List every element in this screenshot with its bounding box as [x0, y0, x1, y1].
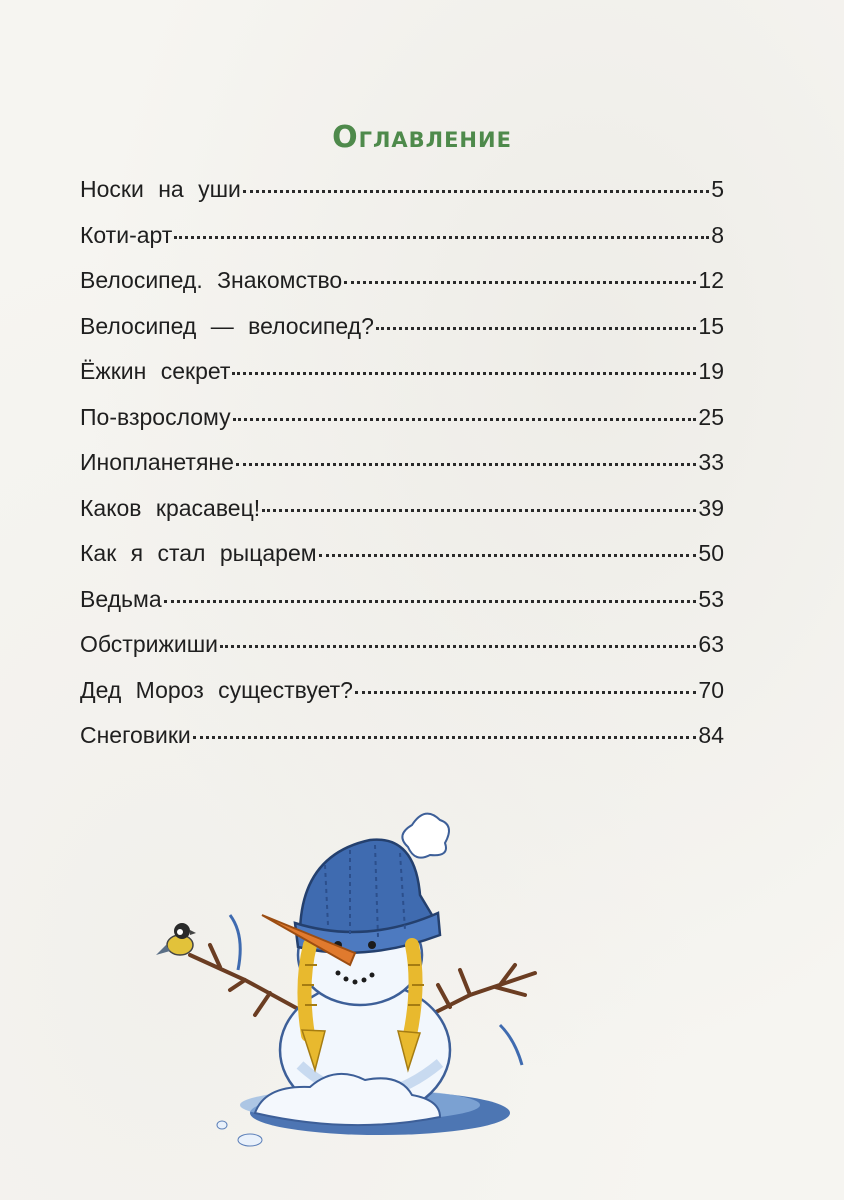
toc-entry[interactable] [80, 677, 724, 723]
toc-page-number: 19 [698, 358, 724, 384]
toc-entry-title: Коти-арт [80, 221, 173, 248]
left-braid [304, 945, 310, 1035]
right-arm-branch [420, 965, 535, 1020]
dot-leader [164, 600, 697, 603]
left-arm-branch [190, 945, 300, 1015]
toc-entry[interactable] [80, 586, 724, 632]
toc-entry[interactable] [80, 313, 724, 359]
toc-page-number: 33 [698, 449, 724, 475]
toc-page-number: 15 [698, 312, 724, 339]
toc-entry-title: Велосипед. Знакомство [80, 267, 343, 293]
right-braid [410, 945, 416, 1035]
toc-page-number: 84 [698, 722, 724, 748]
toc-page-number: 25 [698, 403, 724, 430]
toc-entry[interactable] [80, 495, 724, 541]
toc-page-number: 12 [698, 267, 724, 293]
page-title: Оглавление [332, 120, 512, 156]
toc-page-number: 70 [698, 676, 724, 703]
snowball-small [238, 1134, 262, 1146]
dot-leader [174, 236, 709, 239]
toc-page-number: 39 [698, 494, 724, 521]
toc-entry-title: Велосипед — велосипед? [80, 312, 374, 339]
dot-leader [233, 418, 697, 421]
toc-entry[interactable] [80, 267, 724, 313]
dot-leader [376, 327, 697, 330]
hat-pompom [402, 814, 449, 858]
toc-entry[interactable] [80, 404, 724, 450]
toc-entry-title: Ёжкин секрет [80, 358, 231, 384]
toc-entry[interactable] [80, 540, 724, 586]
toc-entry-title: Ведьма [80, 585, 162, 612]
dot-leader [243, 190, 709, 193]
toc-page-number: 5 [711, 176, 724, 202]
dot-leader [236, 463, 697, 466]
toc-entry-title: Как я стал рыцарем [80, 540, 317, 566]
toc-page-number: 8 [711, 221, 724, 248]
toc-entry-title: Дед Мороз существует? [80, 676, 353, 703]
dot-leader [319, 554, 697, 557]
toc-entry[interactable] [80, 222, 724, 268]
toc-page-number: 53 [698, 585, 724, 612]
dot-leader [355, 691, 696, 694]
toc-entry-title: По-взрослому [80, 403, 231, 430]
toc-page-number: 63 [698, 631, 724, 657]
toc-entry[interactable] [80, 176, 724, 222]
toc-entry-title: Каков красавец! [80, 494, 261, 521]
toc-entry[interactable] [80, 722, 724, 768]
toc-entry-title: Обстрижиши [80, 631, 219, 657]
dot-leader [220, 645, 696, 648]
toc-entry-title: Носки на уши [80, 176, 241, 202]
toc-entry[interactable] [80, 358, 724, 404]
toc-entry[interactable] [80, 449, 724, 495]
table-of-contents [80, 176, 724, 768]
snowman-with-bird-icon [150, 795, 550, 1155]
dot-leader [344, 281, 696, 284]
dot-leader [193, 736, 697, 739]
snowball-small [217, 1121, 227, 1129]
toc-entry[interactable] [80, 631, 724, 677]
toc-entry-title: Снеговики [80, 722, 191, 748]
dot-leader [232, 372, 696, 375]
dot-leader [262, 509, 696, 512]
toc-page-number: 50 [698, 540, 724, 566]
right-eye [368, 941, 376, 949]
bird-icon [156, 923, 196, 955]
toc-entry-title: Инопланетяне [80, 449, 234, 475]
